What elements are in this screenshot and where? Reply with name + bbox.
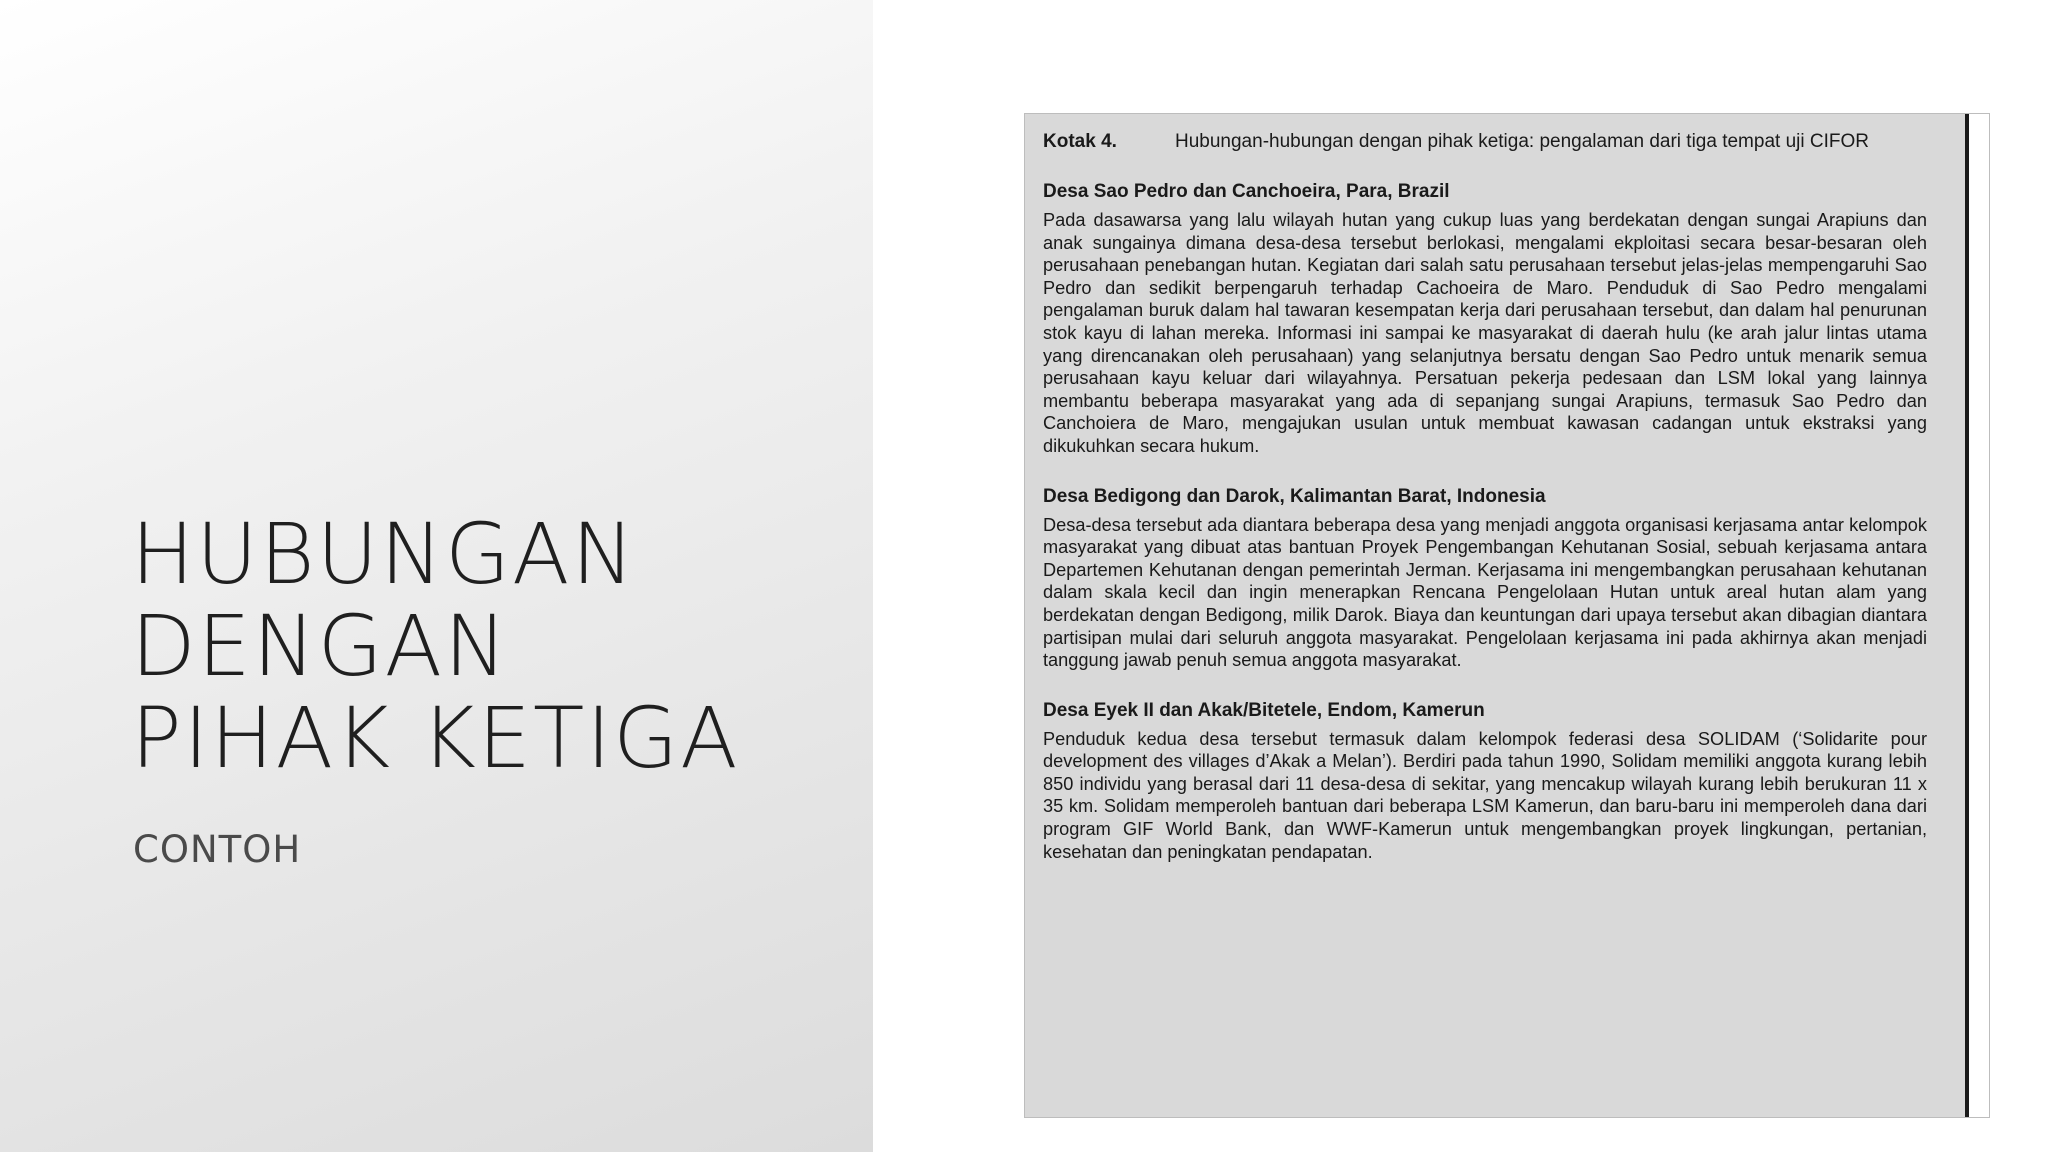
document-image xyxy=(1024,113,1990,1118)
title-line-1: HUBUNGAN xyxy=(131,505,637,603)
section-heading: Desa Bedigong dan Darok, Kalimantan Barat, Indonesia xyxy=(1043,485,1546,507)
box-label: Kotak 4. xyxy=(1043,131,1117,152)
section-kamerun xyxy=(1043,699,1927,864)
box-title: Hubungan-hubungan dengan pihak ketiga: pengalaman dari tiga tempat uji CIFOR xyxy=(1175,131,1869,152)
document-box xyxy=(1025,114,1969,1117)
title-line-2: DENGAN xyxy=(131,597,509,695)
section-indonesia xyxy=(1043,485,1927,672)
title-line-3: PIHAK KETIGA xyxy=(131,689,740,787)
section-body: Pada dasawarsa yang lalu wilayah hutan yang cukup luas yang berdekatan dengan sungai Arapiuns dan anak sungainya dimana desa-desa tersebut berlokasi, mengalami ekploitasi secara besar-besaran oleh perusahaan penebangan hutan. Kegiatan dari salah satu perusahaan tersebut jelas-jelas mempengaruhi Sao Pedro dan sedikit berpengaruh terhadap Cachoeira de Maro. Penduduk di Sao Pedro mengalami pengalaman buruk dalam hal tawaran kesempatan kerja dari perusahaan tersebut, dan dalam hal penurunan stok kayu di lahan mereka. Informasi ini sampai ke masyarakat di daerah hulu (ke arah jalur lintas utama yang direncanakan oleh perusahaan) yang selanjutnya bersatu dengan Sao Pedro untuk menarik semua perusahaan kayu keluar dari wilayahnya. Persatuan pekerja pedesaan dan LSM lokal yang lainnya membantu beberapa masyarakat yang ada di sepanjang sungai Arapiuns, termasuk Sao Pedro dan Canchoiera de Maro, mengajukan usulan untuk membuat kawasan cadangan untuk ekstraksi yang dikukuhkan secara hukum. xyxy=(1043,210,1927,456)
slide-title xyxy=(131,505,851,787)
section-body: Penduduk kedua desa tersebut termasuk dalam kelompok federasi desa SOLIDAM (‘Solidarite pour development des villages d’Akak a Melan’). Berdiri pada tahun 1990, Solidam memiliki anggota kurang lebih 850 individu yang berasal dari 11 desa-desa di sekitar, yang mencakup wilayah kurang lebih berukuran 11 x 35 km. Solidam memperoleh bantuan dari beberapa LSM Kamerun, dan baru-baru ini memperoleh dana dari program GIF World Bank, dan WWF-Kamerun untuk mengembangkan proyek lingkungan, pertanian, kesehatan dan peningkatan pendapatan. xyxy=(1043,728,1927,862)
section-brazil xyxy=(1043,180,1927,458)
slide-subtitle: CONTOH xyxy=(133,828,302,871)
section-heading: Desa Eyek II dan Akak/Bitetele, Endom, Kamerun xyxy=(1043,699,1485,721)
box-header xyxy=(1043,130,1927,153)
section-body: Desa-desa tersebut ada diantara beberapa desa yang menjadi anggota organisasi kerjasama antar kelompok masyarakat yang dibuat atas bantuan Proyek Pengembangan Kehutanan Sosial, sebuah kerjasama antara Departemen Kehutanan dengan pemerintah Jerman. Kerjasama ini mengembangkan perusahaan kehutanan dalam skala kecil dan ingin menerapkan Rencana Pengelolaan Hutan untuk areal hutan alam yang berdekatan dengan Bedigong, milik Darok. Biaya dan keuntungan dari upaya tersebut akan dibagian diantara partisipan mulai dari seluruh anggota masyarakat. Pengelolaan kerjasama ini pada akhirnya akan menjadi tanggung jawab penuh semua anggota masyarakat. xyxy=(1043,514,1927,671)
section-heading: Desa Sao Pedro dan Canchoeira, Para, Brazil xyxy=(1043,181,1450,202)
